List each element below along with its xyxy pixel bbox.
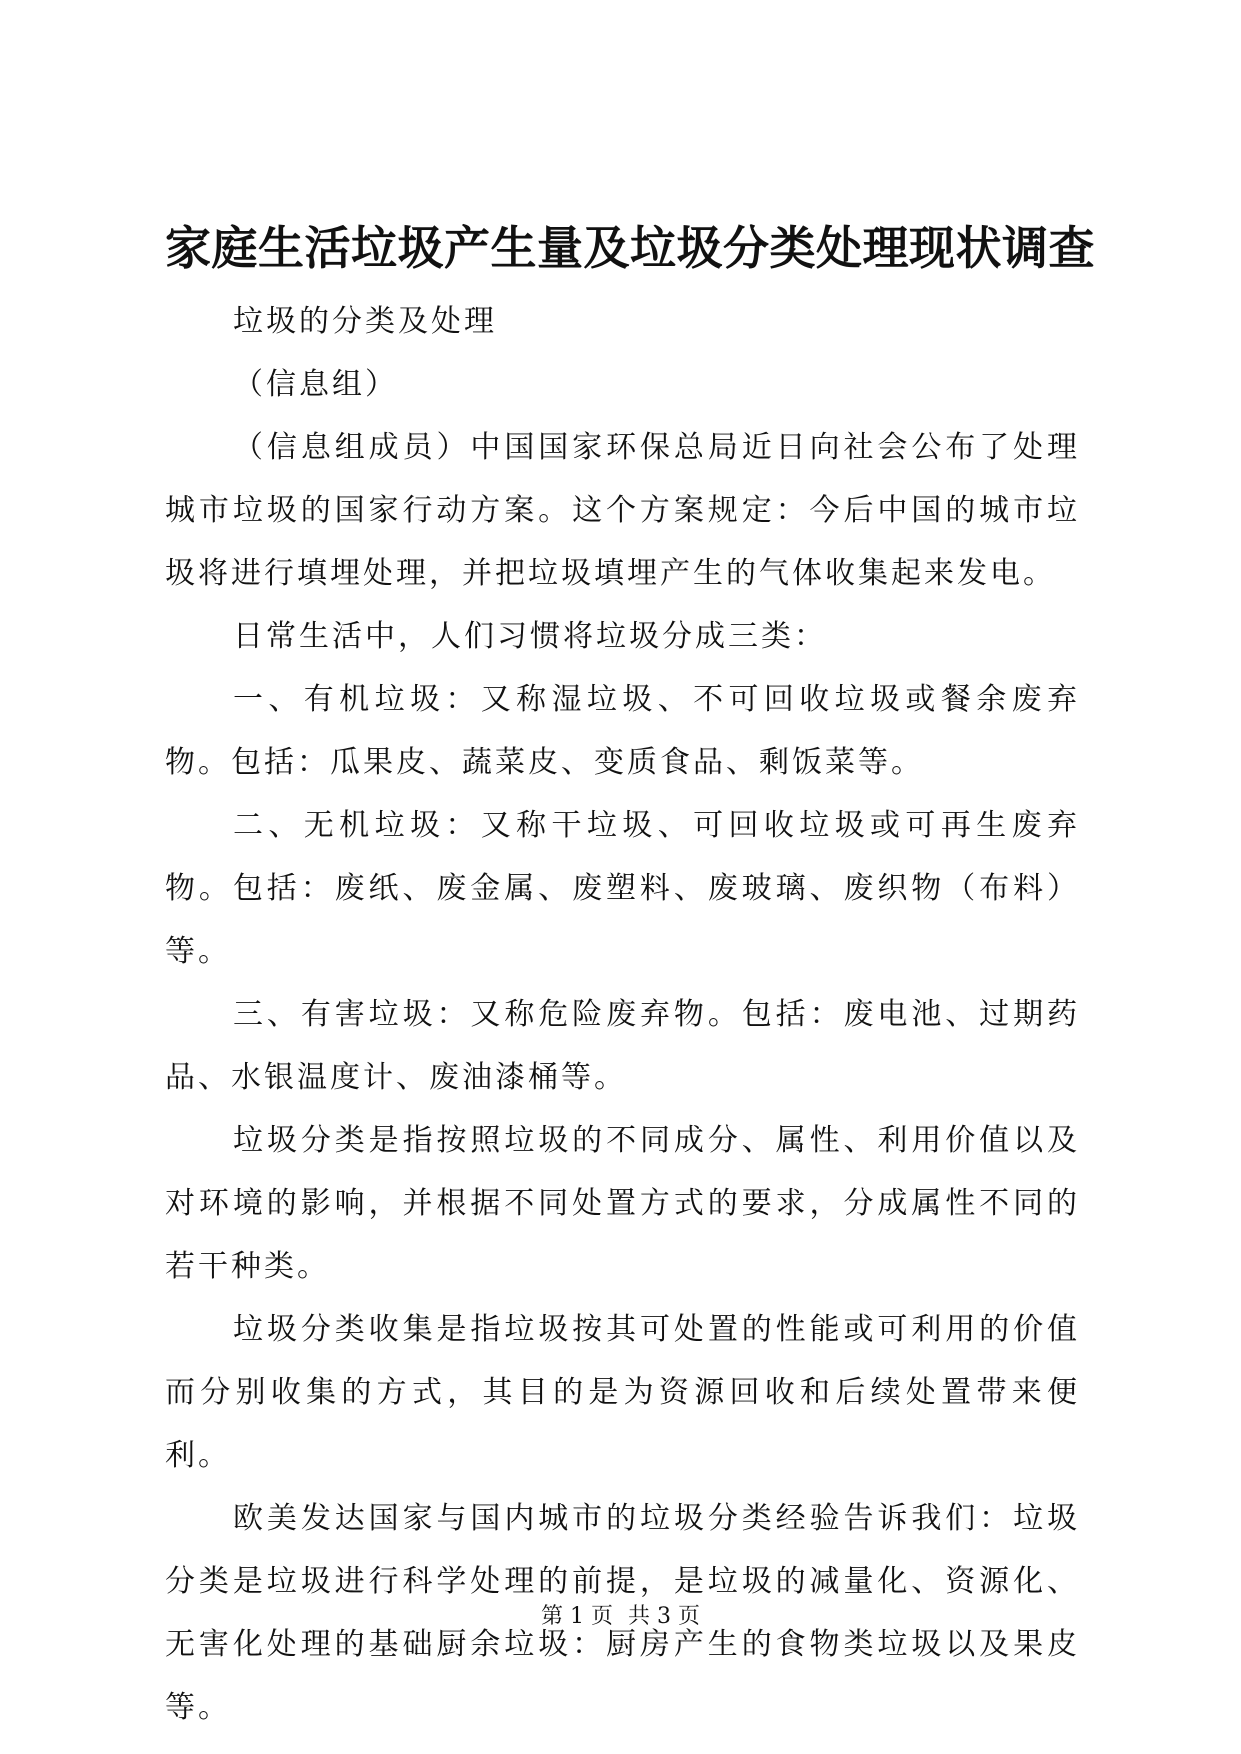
paragraph-3: （信息组成员）中国国家环保总局近日向社会公布了处理城市垃圾的国家行动方案。这个方案规定：今后中国的城市垃圾将进行填埋处理，并把垃圾填埋产生的气体收集起来发电。 <box>165 430 1080 591</box>
document-title: 家庭生活垃圾产生量及垃圾分类处理现状调查 <box>165 221 1095 275</box>
page-number: 第 1 页 <box>541 1604 613 1629</box>
paragraph-2: （信息组） <box>233 367 398 402</box>
paragraph-4: 日常生活中，人们习惯将垃圾分成三类： <box>233 619 827 654</box>
page-total: 共 3 页 <box>628 1604 700 1629</box>
paragraph-5: 一、有机垃圾：又称湿垃圾、不可回收垃圾或餐余废弃物。包括：瓜果皮、蔬菜皮、变质食品、剩饭菜等。 <box>165 682 1080 780</box>
paragraph-10: 欧美发达国家与国内城市的垃圾分类经验告诉我们：垃圾分类是垃圾进行科学处理的前提，是垃圾的减量化、资源化、无害化处理的基础厨余垃圾：厨房产生的食物类垃圾以及果皮等。 <box>165 1501 1080 1725</box>
paragraph-7: 三、有害垃圾：又称危险废弃物。包括：废电池、过期药品、水银温度计、废油漆桶等。 <box>165 997 1080 1095</box>
paragraph-6: 二、无机垃圾：又称干垃圾、可回收垃圾或可再生废弃物。包括：废纸、废金属、废塑料、废玻璃、废织物（布料）等。 <box>165 808 1080 969</box>
paragraph-1: 垃圾的分类及处理 <box>233 304 497 339</box>
page-footer <box>0 1602 1241 1632</box>
document-body <box>165 290 1080 1739</box>
paragraph-9: 垃圾分类收集是指垃圾按其可处置的性能或可利用的价值而分别收集的方式，其目的是为资源回收和后续处置带来便利。 <box>165 1312 1080 1473</box>
paragraph-8: 垃圾分类是指按照垃圾的不同成分、属性、利用价值以及对环境的影响，并根据不同处置方式的要求，分成属性不同的若干种类。 <box>165 1123 1080 1284</box>
